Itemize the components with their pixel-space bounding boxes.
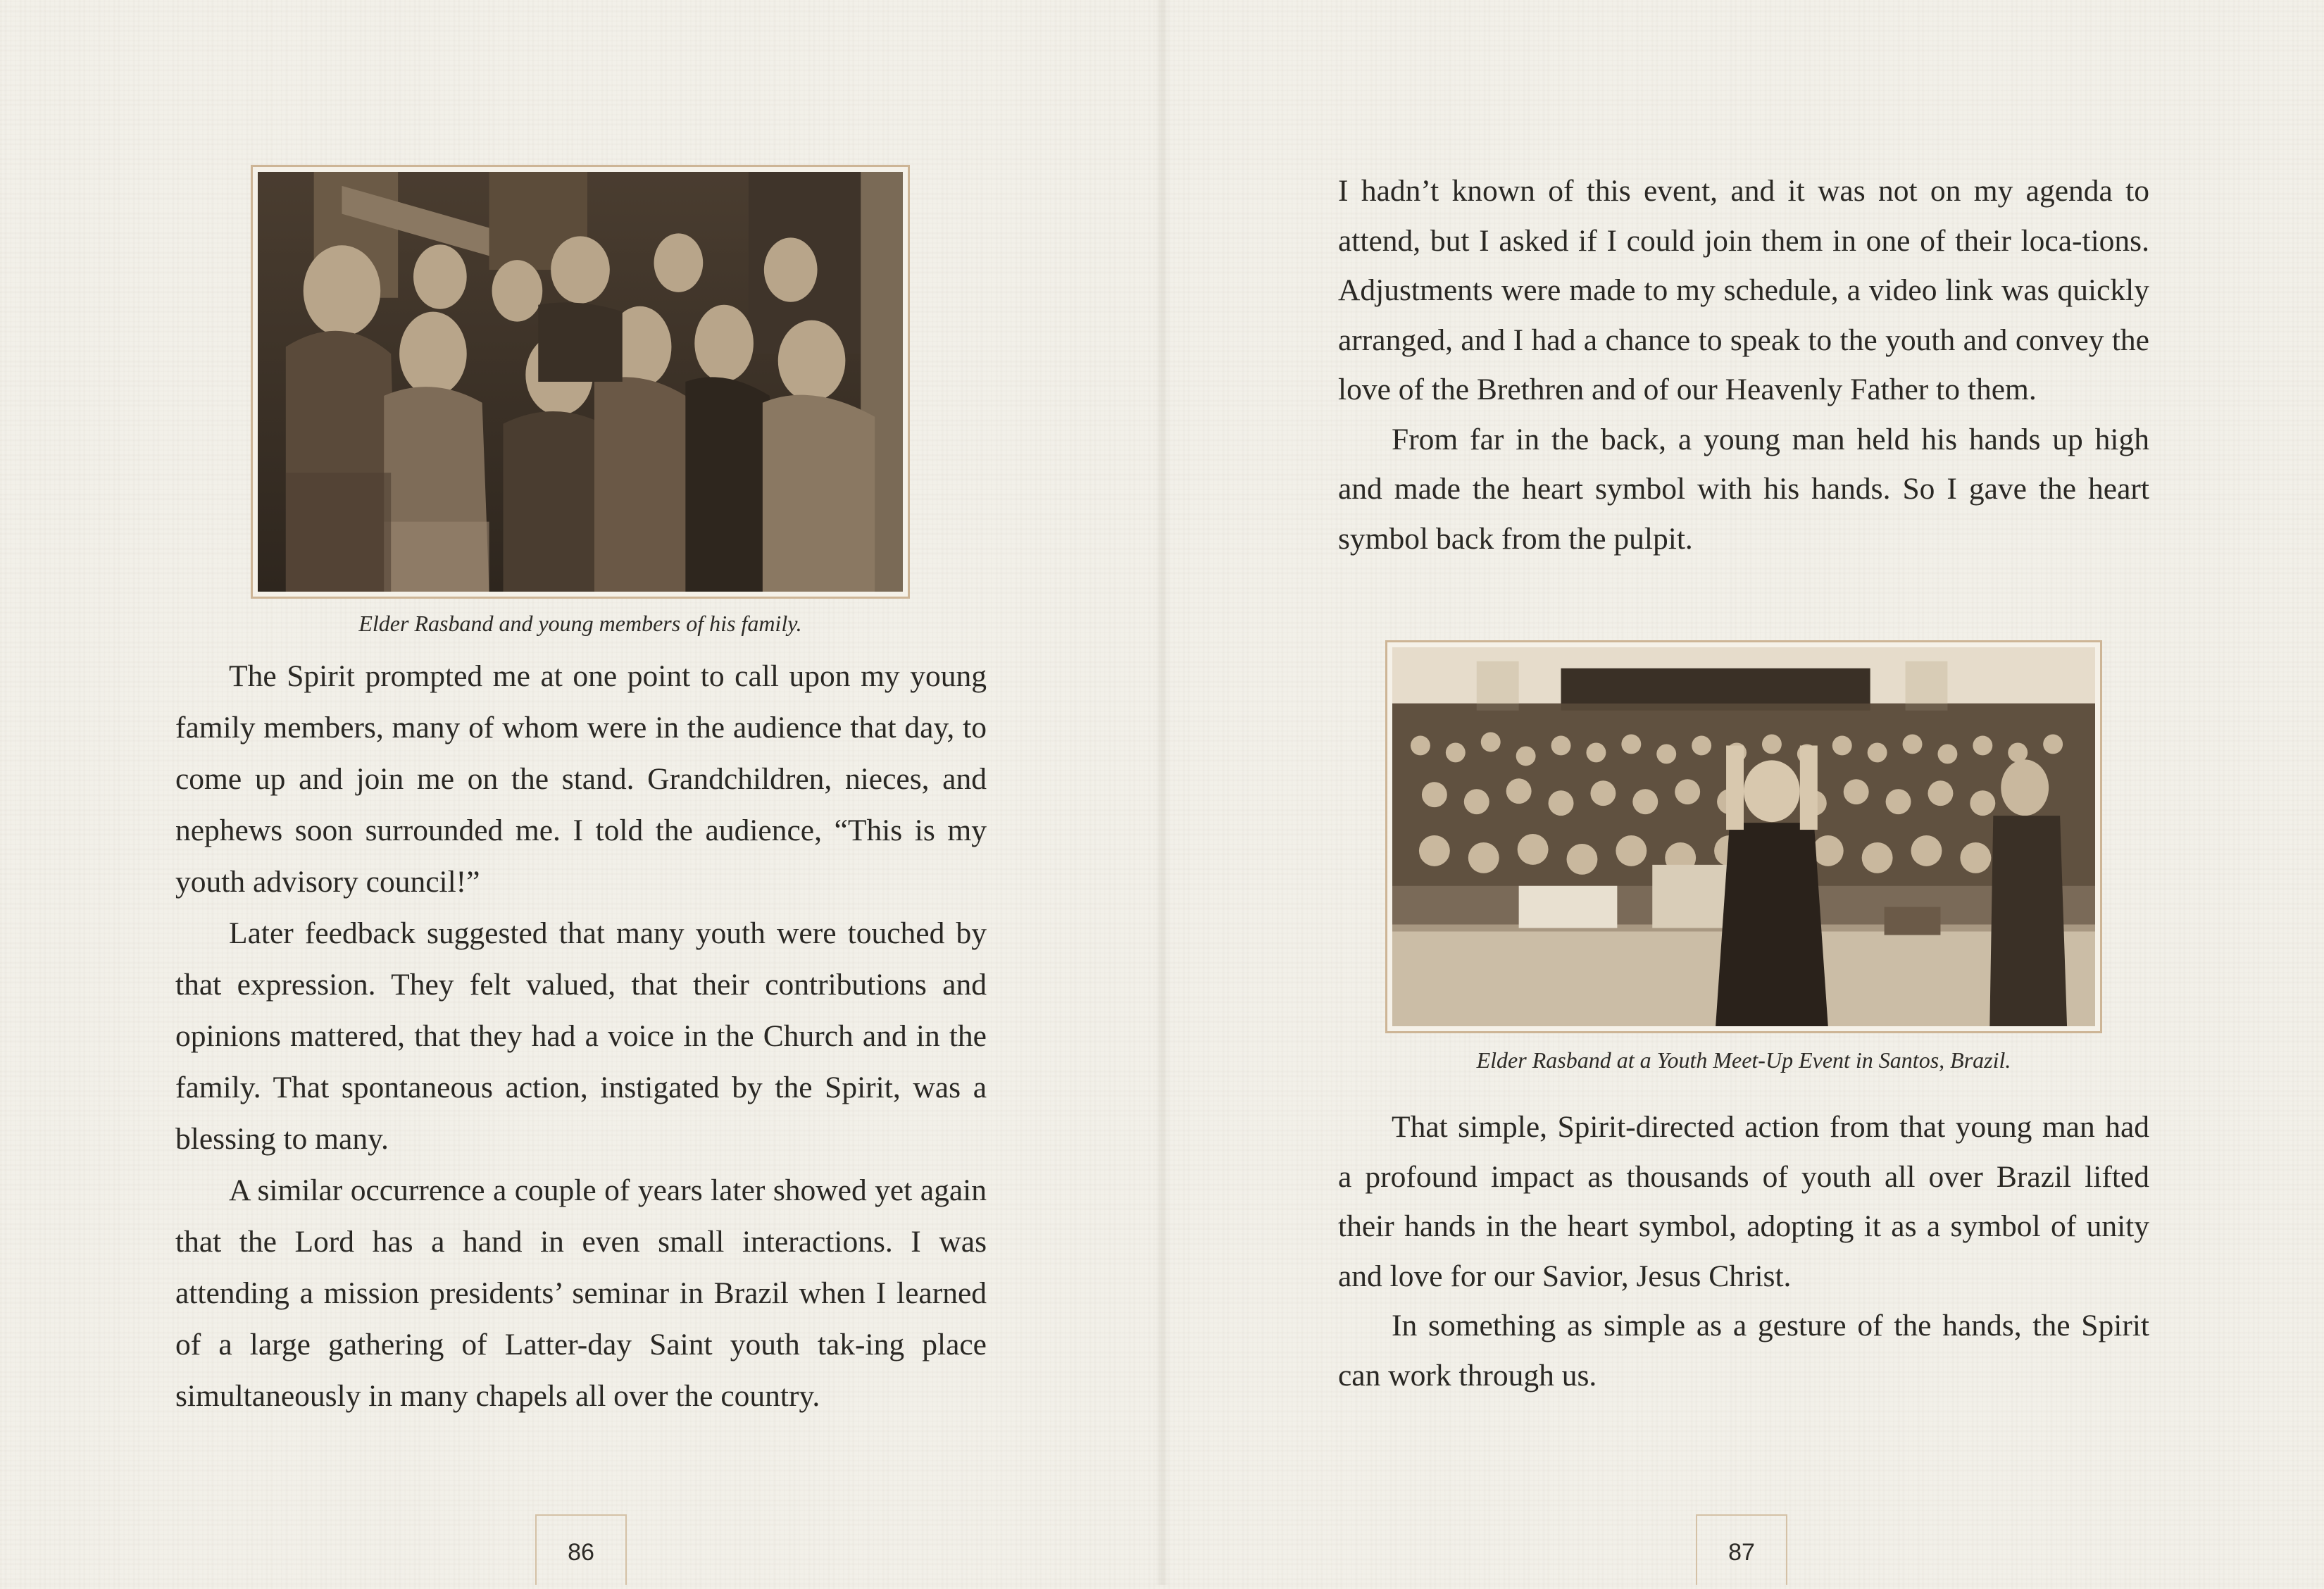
event-photo-caption: Elder Rasband at a Youth Meet-Up Event in Santos, Brazil. [1476, 1047, 2011, 1073]
right-page-body-top [1338, 166, 2149, 563]
page-number: 87 [1696, 1514, 1787, 1585]
event-photo [1385, 640, 2102, 1033]
page-number: 86 [535, 1514, 627, 1585]
paragraph: A similar occurrence a couple of years later showed yet again that the Lord has a hand in even small interactions. I was attending a mission presidents’ seminar in Brazil when I learned of a large gathering of Latter-day Saint youth tak-ing place simultaneously in many chapels all over the country. [175, 1173, 987, 1413]
event-photo-image [1392, 647, 2095, 1026]
left-page-body [175, 651, 987, 1422]
paragraph: The Spirit prompted me at one point to call upon my young family members, many of whom were in the audience that day, to come up and join me on the stand. Grandchildren, nieces, and nephews soon surrounded me. I told the audience, “This is my youth advisory council!” [175, 659, 987, 899]
paragraph: I hadn’t known of this event, and it was not on my agenda to attend, but I asked if I could join them in one of their loca-tions. Adjustments were made to my schedule, a video link was quickly arranged, and I had a chance to speak to the youth and convey the love of the Brethren and of our Heavenly Father to them. [1338, 174, 2149, 406]
paragraph: From far in the back, a young man held his hands up high and made the heart symbol with his hands. So I gave the heart symbol back from the pulpit. [1338, 422, 2149, 556]
paragraph: In something as simple as a gesture of the hands, the Spirit can work through us. [1338, 1309, 2149, 1392]
right-page [1162, 0, 2324, 1585]
family-photo [251, 165, 910, 599]
paragraph: Later feedback suggested that many youth were touched by that expression. They felt valued, that their contributions and opinions mattered, that they had a voice in the Church and in the family. That spontaneous action, instigated by the Spirit, was a blessing to many. [175, 916, 987, 1156]
left-page [0, 0, 1162, 1585]
family-photo-image [258, 172, 903, 592]
paragraph: That simple, Spirit-directed action from that young man had a profound impact as thousands of youth all over Brazil lifted their hands in the heart symbol, adopting it as a symbol of unity and love for our Savior, Jesus Christ. [1338, 1110, 2149, 1293]
family-photo-caption: Elder Rasband and young members of his family. [358, 611, 802, 636]
right-page-body-bottom [1338, 1102, 2149, 1400]
